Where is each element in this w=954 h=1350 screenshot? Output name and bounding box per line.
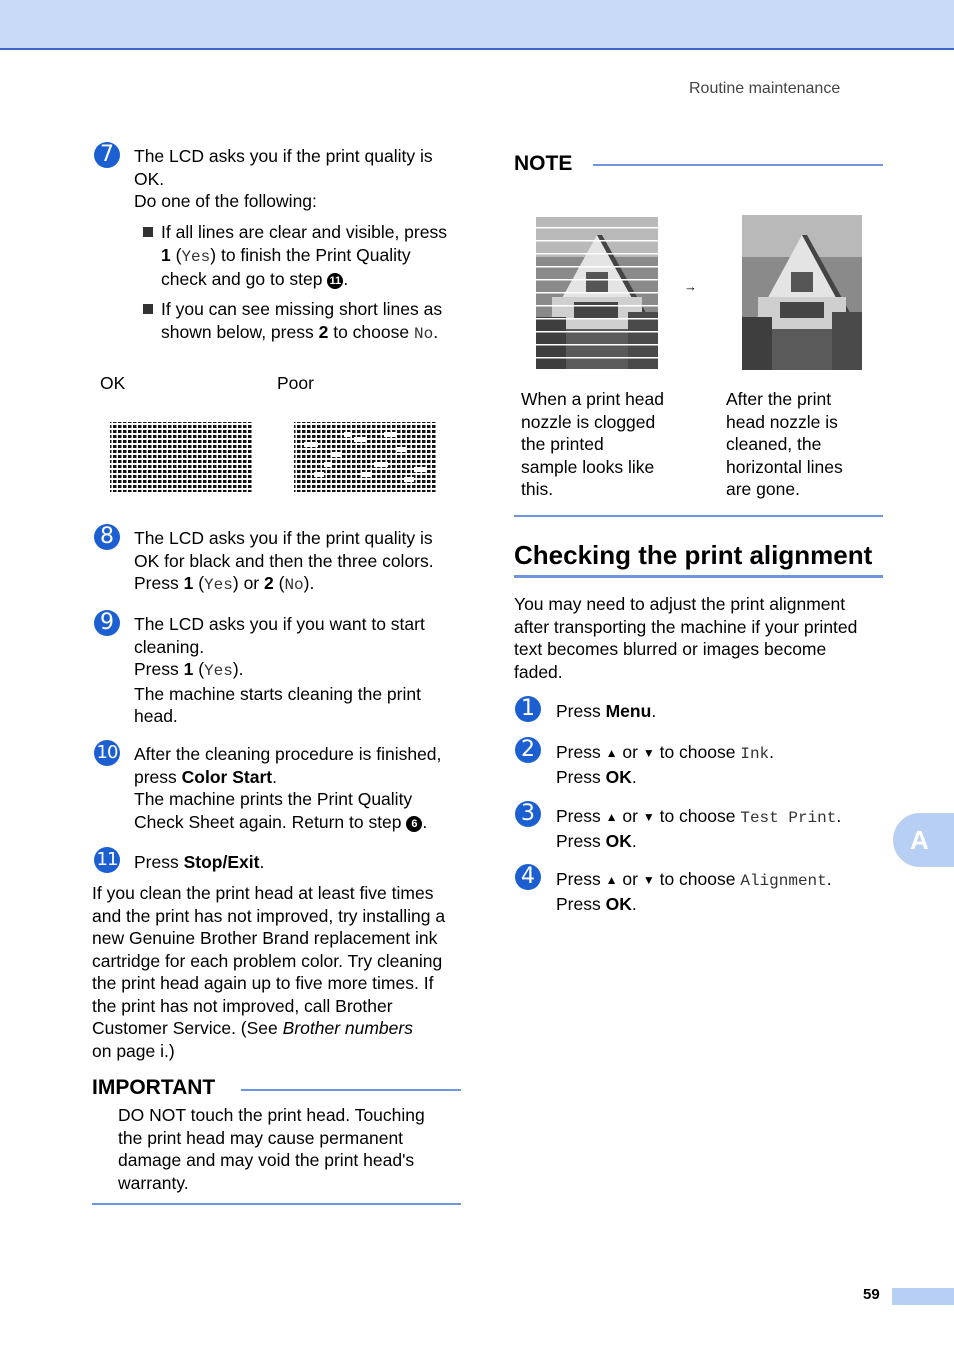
option-2-pre: shown below, press [161,321,314,342]
poor-test-pattern [292,420,438,494]
para-line: If you clean the print head at least five times [92,883,434,903]
bullet-square [143,227,153,237]
important-line: damage and may void the print head's [118,1150,415,1170]
header-band [0,0,954,50]
step-7-option-1: If all lines are clear and visible, press 1 (Yes) to finish the Print Quality check and go to step 11 . [161,222,447,289]
lcd-ink: Ink [740,745,770,763]
press-word: press [134,766,177,787]
down-arrow-icon: ▼ [642,810,655,824]
para-line: and the print has not improved, try installing a [92,905,446,926]
align-step-4-text [556,868,886,915]
running-title: Routine maintenance [689,80,841,97]
option-2-text: If you can see missing short lines as [161,299,443,319]
lcd-no: No [413,324,434,343]
align-step-2-line-2: Press OK. [556,766,637,787]
step-9-line-5: head. [134,706,178,726]
lcd-alignment: Alignment [740,872,827,890]
page-number: 59 [863,1286,880,1303]
or-word: or [622,742,638,762]
para-line [92,1017,464,1040]
note-rule [593,164,883,166]
color-start-key: Color Start [181,766,273,787]
house-photo-clean [742,215,862,370]
important-body [118,1104,463,1194]
caption-line: are gone. [726,479,800,499]
important-heading: IMPORTANT [92,1076,216,1099]
press-word: Press [134,573,179,593]
up-arrow-icon: ▲ [605,810,618,824]
stop-exit-key: Stop/Exit [183,852,260,872]
brother-numbers-ref: Brother numbers [282,1018,413,1038]
caption-line: the printed [521,434,604,454]
caption-line: When a print head [521,389,665,409]
press-word: Press [556,806,601,826]
step-7-sub: Do one of the following: [134,191,317,211]
or-word: or [622,806,638,826]
step-11-badge: 11 [94,847,120,873]
sample-poor-label: Poor [277,373,314,393]
step-10-badge: 10 [94,740,120,766]
align-step-4-line-2: Press OK. [556,893,637,914]
key-2: 2 [318,321,329,342]
step-7-text [134,145,464,213]
press-word: Press [556,766,601,787]
step-9-line-2: cleaning. [134,636,205,657]
lcd-no: No [284,576,304,594]
option-2-mid: to choose [333,321,410,342]
note-caption-left [521,388,691,501]
caption-line: sample looks like [521,456,655,477]
up-arrow-icon: ▲ [605,746,618,760]
lcd-yes: Yes [204,576,233,594]
step-10-line-3: The machine prints the Print Quality [134,789,413,809]
align-step-1-badge: 1 [515,696,541,722]
press-word: Press [134,659,179,679]
caption-line: this. [521,479,554,499]
lcd-test-print: Test Print [740,809,837,827]
press-word: Press [556,869,601,889]
press-word: Press [134,852,179,872]
option-1-text: If all lines are clear and visible, press [161,222,447,242]
step-8-line-1: The LCD asks you if the print quality is [134,528,433,548]
to-choose-word: to choose [659,806,736,826]
key-1: 1 [183,573,194,593]
step-7-line: The LCD asks you if the print quality is OK. [134,146,433,189]
caption-line: nozzle is clogged [521,411,656,432]
bullet-square [143,304,153,314]
key-1: 1 [161,244,171,265]
step-7-option-2: If you can see missing short lines as shown below, press 2 to choose No. [161,299,443,343]
note-heading: NOTE [514,152,573,175]
align-step-2-text [556,741,886,788]
press-word: Press [556,830,601,851]
step-8-line-3: Press 1 (Yes) or 2 (No). [134,573,315,594]
align-step-2-badge: 2 [515,737,541,763]
align-step-1-text: Press Menu. [556,701,657,721]
ok-key: OK [605,766,632,787]
step-9-line-3: Press 1 (Yes). [134,659,244,680]
arrow-icon: → [684,279,697,294]
important-rule [241,1089,461,1091]
align-step-3-badge: 3 [515,801,541,827]
step-8-text [134,527,464,597]
para-line: new Genuine Brother Brand replacement ink [92,928,438,948]
step-9-line-4: The machine starts cleaning the print [134,683,421,704]
step-8-badge: 8 [94,524,120,550]
align-step-3-line-1: Press ▲ or ▼ to choose Test Print. [556,806,842,827]
important-line: DO NOT touch the print head. Touching [118,1105,425,1125]
step-8-line-2: OK for black and then the three colors. [134,550,434,571]
step-11-text: Press Stop/Exit. [134,852,265,872]
align-step-4-badge: 4 [515,864,541,890]
appendix-tab[interactable]: A [893,813,954,867]
note-caption-right [726,388,876,501]
important-bottom-rule [92,1203,461,1205]
press-word: Press [556,701,601,721]
align-step-3-line-2: Press OK. [556,830,637,851]
sample-ok-label: OK [100,373,126,393]
step-10-text [134,743,464,833]
intro-line: You may need to adjust the print alignment [514,594,846,614]
cleaning-paragraph [92,882,464,1062]
para-line: the print has not improved, call Brother [92,995,393,1016]
step-10-line-1: After the cleaning procedure is finished, [134,744,442,764]
ok-test-pattern [108,420,254,494]
ok-key: OK [605,830,632,851]
important-line: warranty. [118,1172,189,1193]
to-choose-word: to choose [659,869,736,889]
important-line: the print head may cause permanent [118,1127,404,1148]
align-step-2-line-1: Press ▲ or ▼ to choose Ink. [556,742,775,763]
step-10-line-2: press Color Start. [134,766,277,787]
para-line: cartridge for each problem color. Try cleaning [92,950,443,971]
or-word: or [243,573,260,593]
return-text: Check Sheet again. Return to step [134,811,402,832]
key-1: 1 [183,659,194,679]
press-word: Press [556,742,601,762]
alignment-intro [514,593,889,683]
intro-line: after transporting the machine if your printed [514,616,858,637]
caption-line: head nozzle is [726,411,838,432]
key-2: 2 [264,573,274,593]
intro-line: faded. [514,661,563,682]
step-7-badge: 7 [94,142,120,168]
step-9-line-1: The LCD asks you if you want to start [134,614,425,634]
caption-line: cleaned, the [726,434,822,454]
step-ref-badge: 11 [327,273,343,289]
step-ref-badge: 6 [406,816,422,832]
align-step-3-text [556,805,886,852]
option-1-tail: check and go to step [161,269,323,289]
to-choose-word: to choose [659,742,736,762]
step-9-text [134,613,464,728]
see-text: Customer Service. (See [92,1018,278,1038]
para-line: the print head again up to five more times. If [92,973,434,993]
lcd-yes: Yes [204,662,233,680]
up-arrow-icon: ▲ [605,873,618,887]
para-line: on page i.) [92,1040,175,1061]
section-title-rule [514,575,883,578]
down-arrow-icon: ▼ [642,746,655,760]
or-word: or [622,869,638,889]
house-photo-with-lines [536,217,658,369]
ok-key: OK [605,893,632,914]
caption-line: After the print [726,389,832,409]
intro-line: text becomes blurred or images become [514,639,827,659]
note-bottom-rule [514,515,883,517]
caption-line: horizontal lines [726,456,843,477]
section-title: Checking the print alignment [514,540,873,570]
page-number-band [892,1288,954,1305]
down-arrow-icon: ▼ [642,873,655,887]
step-10-line-4: Check Sheet again. Return to step 6 . [134,811,428,832]
lcd-yes: Yes [181,247,211,266]
option-1-mid: to finish the Print Quality [220,244,411,265]
menu-key: Menu [605,701,652,721]
align-step-4-line-1: Press ▲ or ▼ to choose Alignment. [556,869,832,890]
step-9-badge: 9 [94,610,120,636]
press-word: Press [556,893,601,914]
